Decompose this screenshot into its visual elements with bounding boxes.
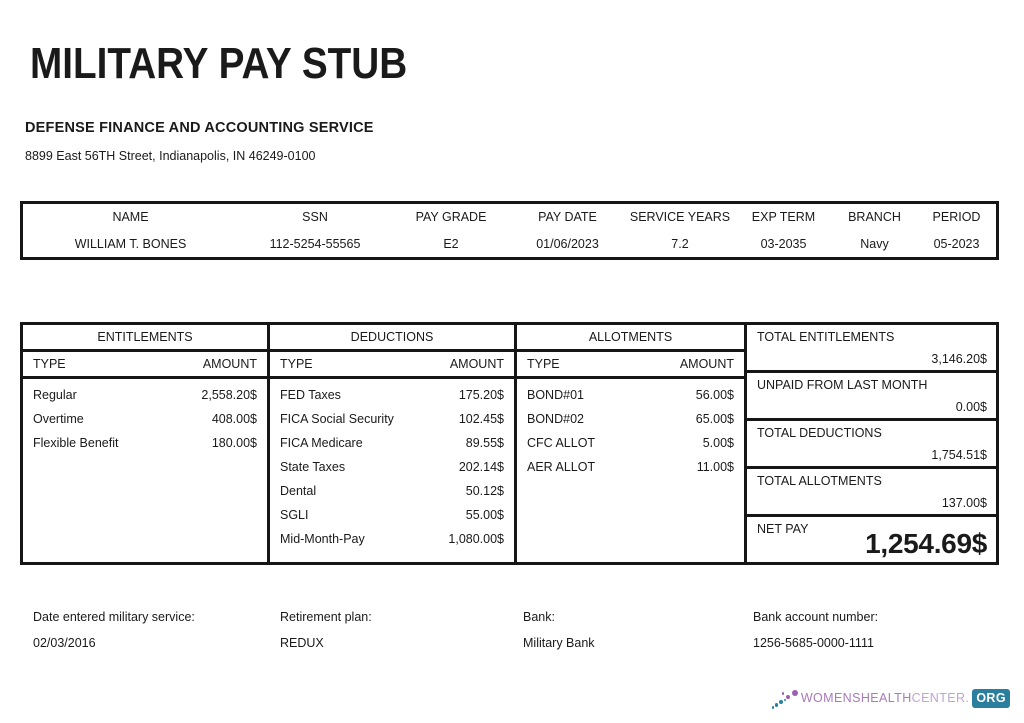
- row-type: AER ALLOT: [527, 460, 596, 474]
- footer-bank: [523, 610, 595, 650]
- employee-header-exp-term: EXP TERM: [751, 210, 816, 225]
- employee-header-period: PERIOD: [932, 210, 981, 225]
- row-type: Regular: [33, 388, 77, 402]
- row-type: Overtime: [33, 412, 84, 426]
- table-row: [517, 455, 744, 479]
- employee-exp-term: 03-2035: [760, 236, 807, 251]
- total-value: 1,754.51$: [931, 448, 987, 462]
- site-watermark: [772, 684, 1010, 712]
- allotments-subheader: [517, 352, 744, 379]
- page-title: MILITARY PAY STUB: [30, 39, 408, 88]
- allotments-column: [517, 325, 747, 562]
- amount-label: AMOUNT: [202, 357, 257, 371]
- row-type: FICA Medicare: [280, 436, 363, 450]
- footer-value: REDUX: [280, 636, 324, 650]
- table-row: [517, 383, 744, 407]
- table-row: [23, 431, 267, 455]
- table-row: [23, 383, 267, 407]
- deductions-rows: [270, 379, 514, 562]
- row-amount: 89.55$: [465, 436, 504, 450]
- row-type: FICA Social Security: [280, 412, 394, 426]
- row-amount: 1,080.00$: [448, 532, 504, 546]
- footer-value: 02/03/2016: [33, 636, 96, 650]
- entitlements-subheader: [23, 352, 267, 379]
- totals-column: [747, 325, 996, 562]
- type-label: TYPE: [280, 357, 313, 371]
- row-type: CFC ALLOT: [527, 436, 596, 450]
- entitlements-rows: [23, 379, 267, 562]
- row-amount: 2,558.20$: [201, 388, 257, 402]
- watermark-tld-badge: ORG: [972, 689, 1010, 708]
- footer-label: Retirement plan:: [280, 610, 372, 624]
- row-amount: 65.00$: [695, 412, 734, 426]
- total-deductions-box: [747, 421, 996, 469]
- employee-period: 05-2023: [933, 236, 980, 251]
- footer-label: Date entered military service:: [33, 610, 195, 624]
- footer-service-date: [33, 610, 195, 650]
- table-row: [270, 527, 514, 551]
- agency-name: DEFENSE FINANCE AND ACCOUNTING SERVICE: [25, 120, 374, 136]
- total-allotments-box: [747, 469, 996, 517]
- pay-breakdown-table: [20, 322, 999, 565]
- employee-service-years: 7.2: [671, 236, 689, 251]
- total-value: 0.00$: [955, 400, 987, 414]
- row-type: State Taxes: [280, 460, 346, 474]
- row-amount: 11.00$: [696, 460, 734, 474]
- employee-name: WILLIAM T. BONES: [74, 236, 187, 251]
- row-type: SGLI: [280, 508, 309, 522]
- employee-header-row: [23, 204, 996, 231]
- net-pay-box: [747, 517, 996, 562]
- employee-value-row: [23, 231, 996, 258]
- dots-logo-icon: [772, 685, 800, 711]
- row-amount: 55.00$: [465, 508, 504, 522]
- table-row: [270, 431, 514, 455]
- row-amount: 56.00$: [695, 388, 734, 402]
- unpaid-last-month-box: [747, 373, 996, 421]
- employee-ssn: 112-5254-55565: [269, 236, 361, 251]
- entitlements-column: [23, 325, 270, 562]
- deductions-title: DEDUCTIONS: [270, 325, 514, 352]
- row-amount: 180.00$: [211, 436, 257, 450]
- footer-bank-account: [753, 610, 878, 650]
- row-type: BOND#02: [527, 412, 584, 426]
- row-type: BOND#01: [527, 388, 584, 402]
- employee-info-table: [20, 201, 999, 260]
- footer-value: Military Bank: [523, 636, 595, 650]
- employee-pay-grade: E2: [443, 236, 459, 251]
- table-row: [270, 503, 514, 527]
- total-value: 3,146.20$: [931, 352, 987, 366]
- table-row: [270, 479, 514, 503]
- employee-header-service-years: SERVICE YEARS: [629, 210, 731, 225]
- entitlements-title: ENTITLEMENTS: [23, 325, 267, 352]
- type-label: TYPE: [33, 357, 66, 371]
- row-amount: 102.45$: [458, 412, 504, 426]
- footer-label: Bank account number:: [753, 610, 879, 624]
- employee-header-name: NAME: [112, 210, 149, 225]
- net-pay-label: NET PAY: [757, 522, 809, 536]
- allotments-title: ALLOTMENTS: [517, 325, 744, 352]
- net-pay-value: 1,254.69$: [865, 528, 987, 559]
- total-entitlements-box: [747, 325, 996, 373]
- row-amount: 202.14$: [458, 460, 504, 474]
- agency-address: 8899 East 56TH Street, Indianapolis, IN 46249-0100: [25, 149, 316, 163]
- type-label: TYPE: [527, 357, 560, 371]
- table-row: [270, 383, 514, 407]
- row-amount: 175.20$: [458, 388, 504, 402]
- deductions-column: [270, 325, 517, 562]
- watermark-wordmark-suffix: CENTER.: [911, 691, 970, 705]
- employee-header-pay-grade: PAY GRADE: [415, 210, 487, 225]
- allotments-rows: [517, 379, 744, 562]
- table-row: [517, 431, 744, 455]
- employee-pay-date: 01/06/2023: [536, 236, 599, 251]
- table-row: [23, 407, 267, 431]
- footer-value: 1256-5685-0000-1111: [753, 636, 874, 650]
- footer-retirement-plan: [280, 610, 372, 650]
- employee-header-ssn: SSN: [302, 210, 328, 225]
- total-label: TOTAL ENTITLEMENTS: [757, 330, 895, 344]
- total-label: TOTAL ALLOTMENTS: [757, 474, 882, 488]
- row-type: Dental: [280, 484, 317, 498]
- row-amount: 408.00$: [211, 412, 257, 426]
- total-value: 137.00$: [941, 496, 987, 510]
- total-label: TOTAL DEDUCTIONS: [757, 426, 882, 440]
- employee-header-pay-date: PAY DATE: [538, 210, 597, 225]
- amount-label: AMOUNT: [679, 357, 734, 371]
- row-amount: 50.12$: [465, 484, 504, 498]
- row-type: FED Taxes: [280, 388, 341, 402]
- amount-label: AMOUNT: [449, 357, 504, 371]
- employee-branch: Navy: [860, 236, 889, 251]
- row-type: Flexible Benefit: [33, 436, 119, 450]
- table-row: [517, 407, 744, 431]
- row-amount: 5.00$: [702, 436, 734, 450]
- total-label: UNPAID FROM LAST MONTH: [757, 378, 928, 392]
- footer-label: Bank:: [523, 610, 555, 624]
- watermark-wordmark: WOMENSHEALTH: [800, 691, 912, 705]
- table-row: [270, 455, 514, 479]
- table-row: [270, 407, 514, 431]
- deductions-subheader: [270, 352, 514, 379]
- row-type: Mid-Month-Pay: [280, 532, 365, 546]
- employee-header-branch: BRANCH: [848, 210, 901, 225]
